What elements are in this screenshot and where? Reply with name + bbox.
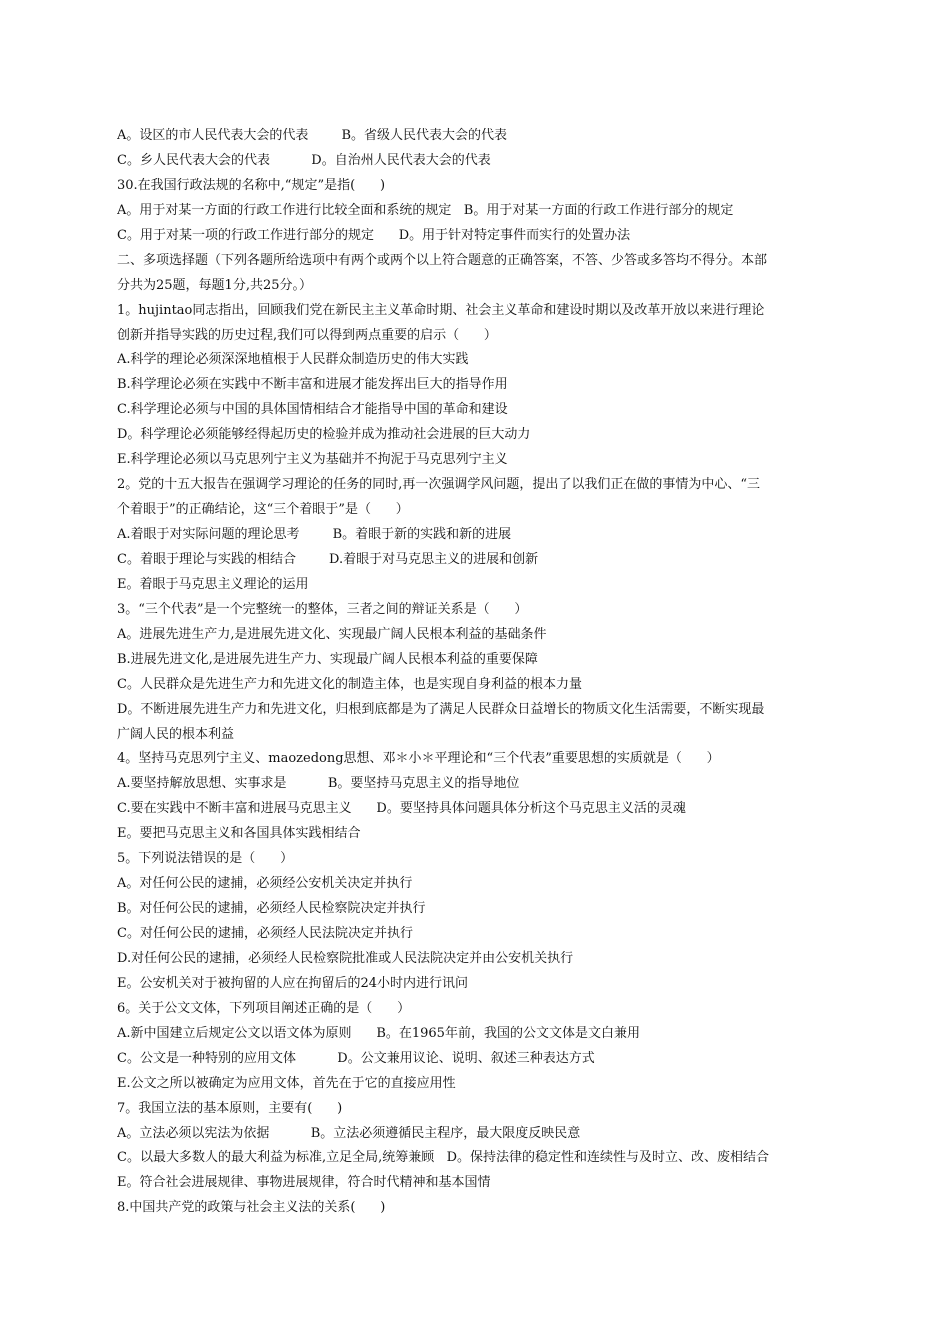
text-line: A。用于对某一方面的行政工作进行比较全面和系统的规定 B。用于对某一方面的行政工作进行部分的规定 xyxy=(117,202,734,218)
text-line: C。公文是一种特别的应用文体 D。公文兼用议论、说明、叙述三种表达方式 xyxy=(117,1050,595,1066)
text-line: A。设区的市人民代表大会的代表 B。省级人民代表大会的代表 xyxy=(117,128,508,143)
text-line: A.要坚持解放思想、实事求是 B。要坚持马克思主义的指导地位 xyxy=(117,776,520,792)
text-line: C。乡人民代表大会的代表 D。自治州人民代表大会的代表 xyxy=(117,152,491,168)
text-line: A.新中国建立后规定公文以语文体为原则 B。在1965年前，我国的公文文体是文白兼用 xyxy=(117,1025,640,1041)
text-line: D。科学理论必须能够经得起历史的检验并成为推动社会进展的巨大动力 xyxy=(117,427,531,443)
text-line: E.公文之所以被确定为应用文体，首先在于它的直接应用性 xyxy=(117,1075,456,1091)
text-line: C。用于对某一项的行政工作进行部分的规定 D。用于针对特定事件而实行的处置办法 xyxy=(117,227,631,243)
text-line: 4。坚持马克思列宁主义、maozedong思想、邓＊小＊平理论和“三个代表”重要思想的实质就是（ ） xyxy=(117,751,720,767)
text-line: C.科学理论必须与中国的具体国情相结合才能指导中国的革命和建设 xyxy=(117,402,508,418)
text-line: 创新并指导实践的历史过程,我们可以得到两点重要的启示（ ） xyxy=(117,327,497,343)
document-body xyxy=(117,124,837,1221)
text-line: E.科学理论必须以马克思列宁主义为基础并不拘泥于马克思列宁主义 xyxy=(117,452,508,468)
text-line: A。对任何公民的逮捕，必须经公安机关决定并执行 xyxy=(117,876,413,892)
text-line: C。人民群众是先进生产力和先进文化的制造主体，也是实现自身利益的根本力量 xyxy=(117,676,582,692)
text-line: 5。下列说法错误的是（ ） xyxy=(117,851,294,867)
text-line: C.要在实践中不断丰富和进展马克思主义 D。要坚持具体问题具体分析这个马克思主义活的灵魂 xyxy=(117,801,686,817)
text-line: 8.中国共产党的政策与社会主义法的关系( ) xyxy=(117,1200,386,1216)
text-line: C。以最大多数人的最大利益为标准,立足全局,统筹兼顾 D。保持法律的稳定性和连续性与及时立、改、废相结合 xyxy=(117,1150,770,1166)
text-line: A。进展先进生产力,是进展先进文化、实现最广阔人民根本利益的基础条件 xyxy=(117,626,547,642)
text-line: 2。党的十五大报告在强调学习理论的任务的同时,再一次强调学风问题，提出了以我们正在做的事情为中心、“三 xyxy=(117,477,761,493)
text-line: 3。“三个代表”是一个完整统一的整体，三者之间的辩证关系是（ ） xyxy=(117,601,528,617)
text-line: C。对任何公民的逮捕，必须经人民法院决定并执行 xyxy=(117,926,413,941)
text-line: B。对任何公民的逮捕，必须经人民检察院决定并执行 xyxy=(117,901,426,917)
text-line: E。要把马克思主义和各国具体实践相结合 xyxy=(117,826,361,842)
text-line: 分共为25题，每题1分,共25分。） xyxy=(117,277,312,293)
text-line: A.科学的理论必须深深地植根于人民群众制造历史的伟大实践 xyxy=(117,352,469,368)
text-line: 广阔人民的根本利益 xyxy=(117,726,235,742)
text-line: E。公安机关对于被拘留的人应在拘留后的24小时内进行讯问 xyxy=(117,975,469,991)
text-line: A。立法必须以宪法为依据 B。立法必须遵循民主程序，最大限度反映民意 xyxy=(117,1125,581,1141)
text-line: 二、多项选择题（下列各题所给选项中有两个或两个以上符合题意的正确答案，不答、少答或多答均不得分。本部 xyxy=(117,252,768,268)
text-line: B.进展先进文化,是进展先进生产力、实现最广阔人民根本利益的重要保障 xyxy=(117,651,538,667)
text-line: D。不断进展先进生产力和先进文化，归根到底都是为了满足人民群众日益增长的物质文化生活需要，不断实现最 xyxy=(117,701,765,717)
text-line: 1。hujintao同志指出，回顾我们党在新民主主义革命时期、社会主义革命和建设时期以及改革开放以来进行理论 xyxy=(117,302,765,318)
text-line: C。着眼于理论与实践的相结合 D.着眼于对马克思主义的进展和创新 xyxy=(117,551,539,567)
text-line: 30.在我国行政法规的名称中,“规定”是指( ) xyxy=(117,177,386,193)
text-line: 6。关于公文文体，下列项目阐述正确的是（ ） xyxy=(117,1000,411,1016)
text-line: 7。我国立法的基本原则，主要有( ) xyxy=(117,1100,343,1116)
text-line: A.着眼于对实际问题的理论思考 B。着眼于新的实践和新的进展 xyxy=(117,527,512,542)
text-line: D.对任何公民的逮捕，必须经人民检察院批准或人民法院决定并由公安机关执行 xyxy=(117,950,574,966)
text-line: E。着眼于马克思主义理论的运用 xyxy=(117,576,309,592)
text-line: 个着眼于”的正确结论，这“三个着眼于”是（ ） xyxy=(117,502,409,518)
text-line: B.科学理论必须在实践中不断丰富和进展才能发挥出巨大的指导作用 xyxy=(117,377,508,393)
text-line: E。符合社会进展规律、事物进展规律，符合时代精神和基本国情 xyxy=(117,1175,491,1191)
